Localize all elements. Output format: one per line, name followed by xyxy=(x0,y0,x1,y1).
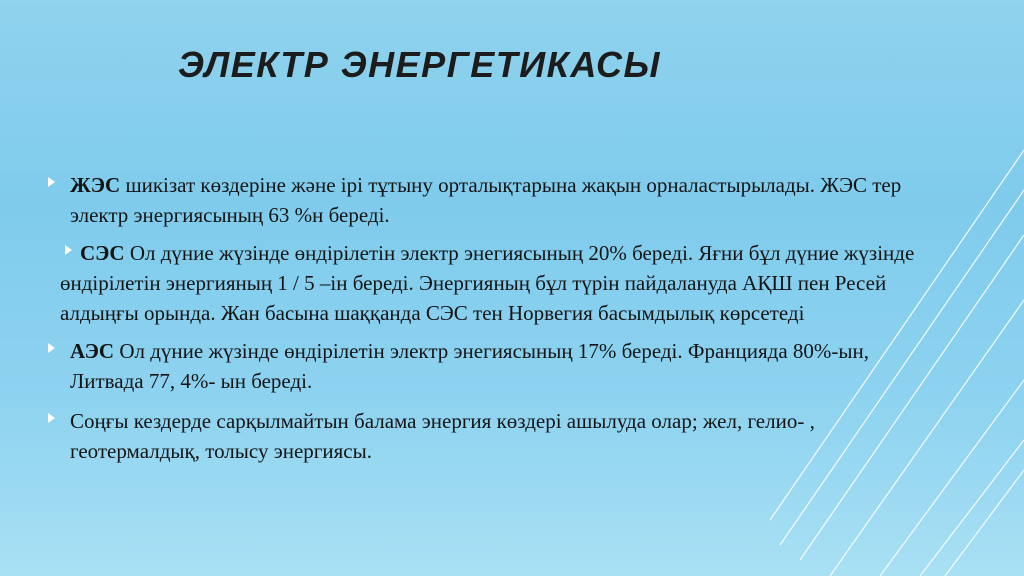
paragraph-aes xyxy=(40,336,920,396)
paragraph-text: Ол дүние жүзінде өндірілетін электр энегиясының 17% береді. Францияда 80%-ын, Литвада 77, 4%- ын береді. xyxy=(70,339,870,393)
deco-line xyxy=(945,470,1024,576)
paragraph-text: шикізат көздеріне және ірі тұтыну орталықтарына жақын орналастырылады. ЖЭС тер электр энергиясының 63 %н береді. xyxy=(70,173,902,227)
paragraph-jes xyxy=(40,170,920,230)
paragraph-lead: СЭС xyxy=(80,241,125,265)
slide-title: ЭЛЕКТР ЭНЕРГЕТИКАСЫ xyxy=(178,44,662,85)
paragraph-lead: ЖЭС xyxy=(70,173,121,197)
paragraph-lead: АЭС xyxy=(70,339,115,363)
deco-line xyxy=(920,440,1024,576)
bullet-arrow-icon xyxy=(48,177,55,187)
paragraph-ses xyxy=(40,238,920,328)
paragraph-text: Ол дүние жүзінде өндірілетін электр энегиясының 20% береді. Яғни бұл дүние жүзінде өндірілетін энергияның 1 / 5 –ін береді. Энергияның бұл түрін пайдалануда АҚШ пен Ресей алдыңғы орында. Жан басына шаққанда СЭС тен Норвегия басымдылық көрсетеді xyxy=(60,241,915,325)
paragraph-text: Соңғы кездерде сарқылмайтын балама энергия көздері ашылуда олар; жел, гелио- , геотермалдық, толысу энергиясы. xyxy=(70,409,815,463)
bullet-arrow-icon xyxy=(48,343,55,353)
bullet-arrow-icon xyxy=(65,245,72,255)
slide-body xyxy=(40,170,920,474)
paragraph-alternative-energy xyxy=(40,406,920,466)
bullet-arrow-icon xyxy=(48,413,55,423)
